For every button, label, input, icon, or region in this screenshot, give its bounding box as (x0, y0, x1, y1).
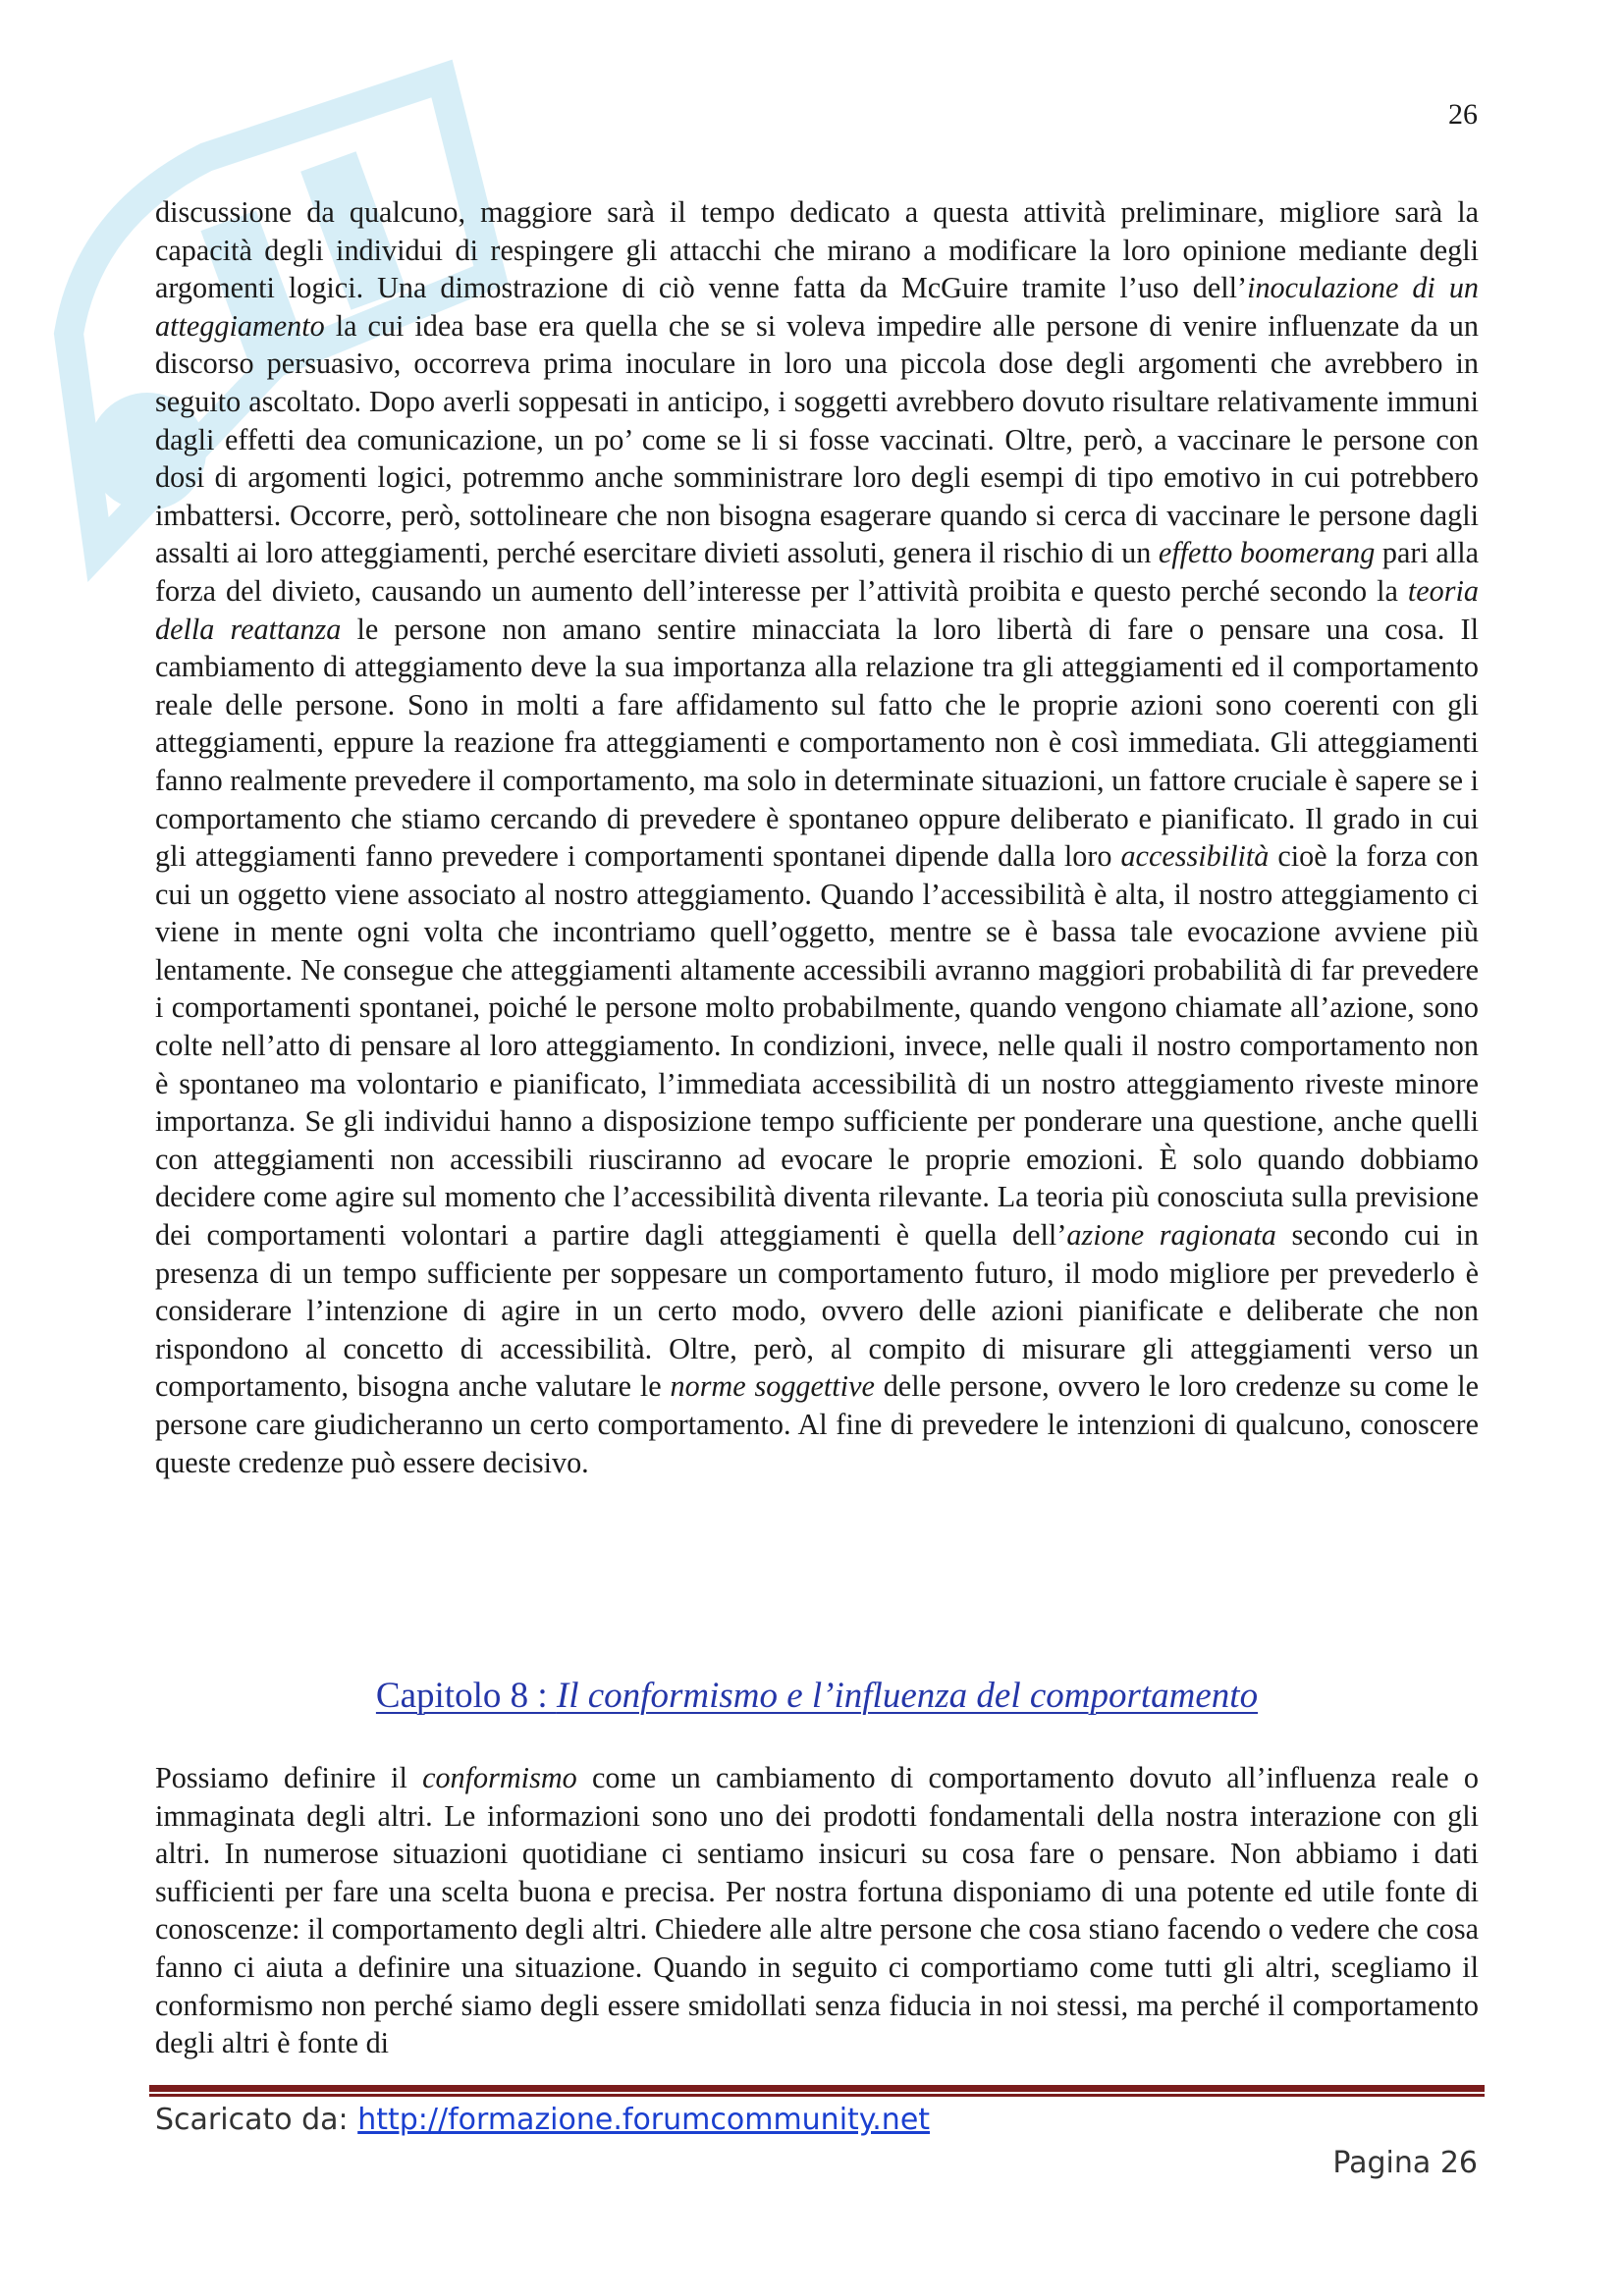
chapter-label: Capitolo 8 : (375, 1676, 557, 1716)
paragraph-2: Possiamo definire il conformismo come un cambiamento di comportamento dovuto all’influenza reale o immaginata degli altri. Le informazioni sono uno dei prodotti fondamentali della nostra interazione con gli altri. In numerose situazioni quotidiane ci sentiamo insicuri su cosa fare o pensare. Non abbiamo i dati sufficienti per fare una scelta buona e precisa. Per nostra fortuna disponiamo di una potente ed utile fonte di conoscenze: il comportamento degli altri. Chiedere alle altre persone che cosa stiano facendo o vedere che cosa fanno ci aiuta a definire una situazione. Quando in seguito ci comportiamo come tutti gli altri, scegliamo il conformismo non perché siamo degli essere smidollati senza fiducia in noi stessi, ma perché il comportamento degli altri è fonte di (155, 1761, 1479, 2060)
chapter-title: Il conformismo e l’influenza del comportamento (556, 1676, 1259, 1716)
italic-term: azione ragionata (1066, 1218, 1276, 1253)
footer-downloaded-label: Scaricato da: (155, 2103, 358, 2137)
footer-page-number: Pagina 26 (1332, 2146, 1478, 2180)
italic-term: norme soggettive (670, 1369, 875, 1404)
italic-term: effetto boomerang (1158, 536, 1376, 570)
italic-term: inoculazione di un atteggiamento (155, 271, 1480, 343)
body-paragraph-2 (155, 1759, 1479, 2062)
footer-source-link[interactable]: http://formazione.forumcommunity.net (357, 2103, 931, 2137)
footer-source (155, 2103, 930, 2137)
italic-term: teoria della reattanza (155, 573, 1479, 646)
footer-divider (149, 2085, 1485, 2094)
chapter-heading[interactable] (155, 1675, 1479, 1717)
paragraph-1: discussione da qualcuno, maggiore sarà il tempo dedicato a questa attività preliminare, migliore sarà la capacità degli individui di respingere gli attacchi che mirano a modificare la loro opinione mediante degli argomenti logici. Una dimostrazione di ciò venne fatta da McGuire tramite l’uso dell’inoculazione di un atteggiamento la cui idea base era quella che se si voleva impedire alle persone di venire influenzate da un discorso persuasivo, occorreva prima inoculare in loro una piccola dose degli argomenti che avrebbero in seguito ascoltato. Dopo averli soppesati in anticipo, i soggetti avrebbero dovuto risultare relativamente immuni dagli effetti dea comunicazione, un po’ come se li si fosse vaccinati. Oltre, però, a vaccinare le persone con dosi di argomenti logici, potremmo anche somministrare loro degli esempi di tipo emotivo in cui potrebbero imbattersi. Occorre, però, sottolineare che non bisogna esagerare quando si cerca di vaccinare le persone dagli assalti ai loro atteggiamenti, perché esercitare divieti assoluti, genera il rischio di un effetto boomerang pari alla forza del divieto, causando un aumento dell’interesse per l’attività proibita e questo perché secondo la teoria della reattanza le persone non amano sentire minacciata la loro libertà di fare o pensare una cosa. Il cambiamento di atteggiamento deve la sua importanza alla relazione tra gli atteggiamenti ed il comportamento reale delle persone. Sono in molti a fare affidamento sul fatto che le proprie azioni sono coerenti con gli atteggiamenti, eppure la reazione fra atteggiamenti e comportamento non è così immediata. Gli atteggiamenti fanno realmente prevedere il comportamento, ma solo in determinate situazioni, un fattore cruciale è sapere se i comportamento che stiamo cercando di prevedere è spontaneo oppure deliberato e pianificato. Il grado in cui gli atteggiamenti fanno prevedere i comportamenti spontanei dipende dalla loro accessibilità cioè la forza con cui un oggetto viene associato al nostro atteggiamento. Quando l’accessibilità è alta, il nostro atteggiamento ci viene in mente ogni volta che incontriamo quell’oggetto, mentre se è bassa tale evocazione avviene più lentamente. Ne consegue che atteggiamenti altamente accessibili avranno maggiori probabilità di far prevedere i comportamenti spontanei, poiché le persone molto probabilmente, quando vengono chiamate all’azione, sono colte nell’atto di pensare al loro atteggiamento. In condizioni, invece, nelle quali il nostro comportamento non è spontaneo ma volontario e pianificato, l’immediata accessibilità di un nostro atteggiamento riveste minore importanza. Se gli individui hanno a disposizione tempo sufficiente per ponderare una questione, anche quelli con atteggiamenti non accessibili riusciranno ad evocare le proprie emozioni. È solo quando dobbiamo decidere come agire sul momento che l’accessibilità diventa rilevante. La teoria più conosciuta sulla previsione dei comportamenti volontari a partire dagli atteggiamenti è quella dell’azione ragionata secondo cui in presenza di un tempo sufficiente per soppesare un comportamento futuro, il modo migliore per prevederlo è considerare l’intenzione di agire in un certo modo, ovvero delle azioni pianificate e deliberate che non rispondono al concetto di accessibilità. Oltre, però, al compito di misurare gli atteggiamenti verso un comportamento, bisogna anche valutare le norme soggettive delle persone, ovvero le loro credenze su come le persone care giudicheranno un certo comportamento. Al fine di prevedere le intenzioni di qualcuno, conoscere queste credenze può essere decisivo. (155, 195, 1480, 1479)
italic-term: conformismo (422, 1761, 577, 1794)
body-paragraph (155, 193, 1479, 1481)
page-number-header: 26 (1448, 98, 1478, 131)
italic-term: accessibilità (1120, 839, 1270, 874)
